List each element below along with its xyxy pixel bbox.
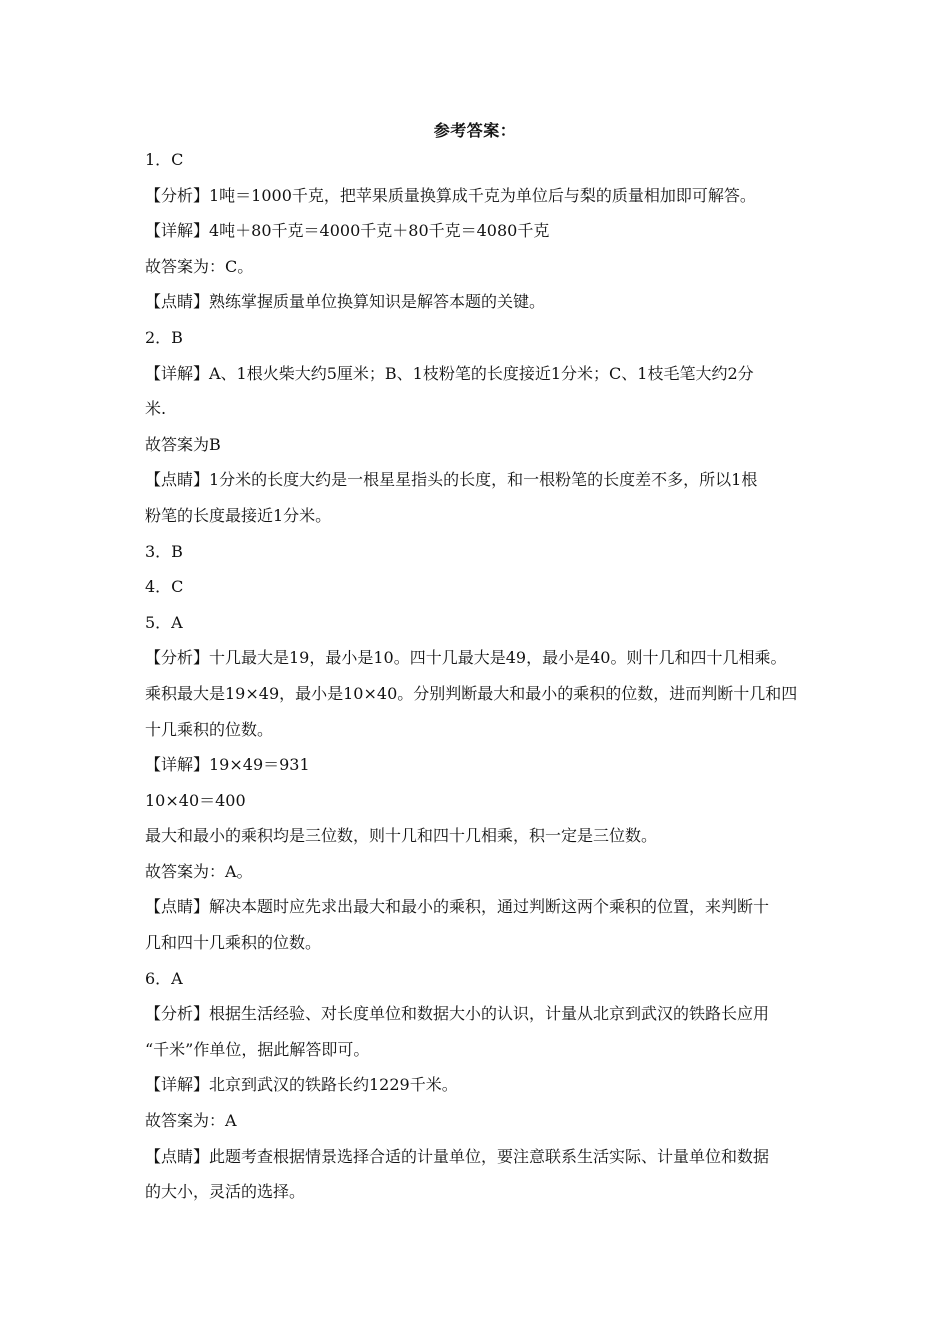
comment-line: 【点睛】此题考查根据情景选择合适的计量单位，要注意联系生活实际、计量单位和数据 <box>145 1146 770 1166</box>
detail-line: 【详解】4吨＋80千克＝4000千克＋80千克＝4080千克 <box>145 221 550 241</box>
analysis-line-cont: “千米”作单位，据此解答即可。 <box>145 1039 370 1059</box>
detail-line-cont: 10×40＝400 <box>145 790 246 810</box>
detail-line: 【详解】A、1根火柴大约5厘米；B、1枝粉笔的长度接近1分米；C、1枝毛笔大约2分 <box>145 363 754 383</box>
comment-line: 【点睛】1分米的长度大约是一根星星指头的长度，和一根粉笔的长度差不多，所以1根 <box>145 470 758 490</box>
conclusion-line: 故答案为：A。 <box>145 861 253 881</box>
analysis-line-cont: 十几乘积的位数。 <box>145 719 274 739</box>
detail-line-cont: 米. <box>145 399 167 419</box>
answer-3-line: 3．B <box>145 541 183 561</box>
answer-2-line: 2．B <box>145 327 183 347</box>
detail-line-cont: 最大和最小的乘积均是三位数，则十几和四十几相乘，积一定是三位数。 <box>145 826 658 846</box>
comment-line: 【点睛】熟练掌握质量单位换算知识是解答本题的关键。 <box>145 292 546 312</box>
answer-4-line: 4．C <box>145 577 184 597</box>
answer-1-line: 1．C <box>145 150 184 169</box>
comment-line: 【点睛】解决本题时应先求出最大和最小的乘积，通过判断这两个乘积的位置，来判断十 <box>145 897 770 917</box>
comment-line-cont: 几和四十几乘积的位数。 <box>145 933 322 953</box>
detail-line: 【详解】19×49＝931 <box>145 755 310 775</box>
answer-6-line: 6．A <box>145 968 183 988</box>
analysis-line: 【分析】1吨＝1000千克，把苹果质量换算成千克为单位后与梨的质量相加即可解答。 <box>145 185 756 205</box>
conclusion-line: 故答案为：C。 <box>145 256 254 276</box>
conclusion-line: 故答案为B <box>145 434 221 454</box>
comment-line-cont: 粉笔的长度最接近1分米。 <box>145 505 332 525</box>
conclusion-line: 故答案为：A <box>145 1111 237 1131</box>
answer-content <box>145 142 810 1210</box>
analysis-line: 【分析】十几最大是19，最小是10。四十几最大是49，最小是40。则十几和四十几相乘。 <box>145 648 787 668</box>
detail-line: 【详解】北京到武汉的铁路长约1229千米。 <box>145 1075 458 1095</box>
page-title: 参考答案： <box>433 121 517 140</box>
analysis-line-cont: 乘积最大是19×49，最小是10×40。分别判断最大和最小的乘积的位数，进而判断十几和四 <box>145 683 798 703</box>
comment-line-cont: 的大小，灵活的选择。 <box>145 1182 306 1202</box>
analysis-line: 【分析】根据生活经验、对长度单位和数据大小的认识，计量从北京到武汉的铁路长应用 <box>145 1004 770 1024</box>
answer-5-line: 5．A <box>145 612 183 632</box>
